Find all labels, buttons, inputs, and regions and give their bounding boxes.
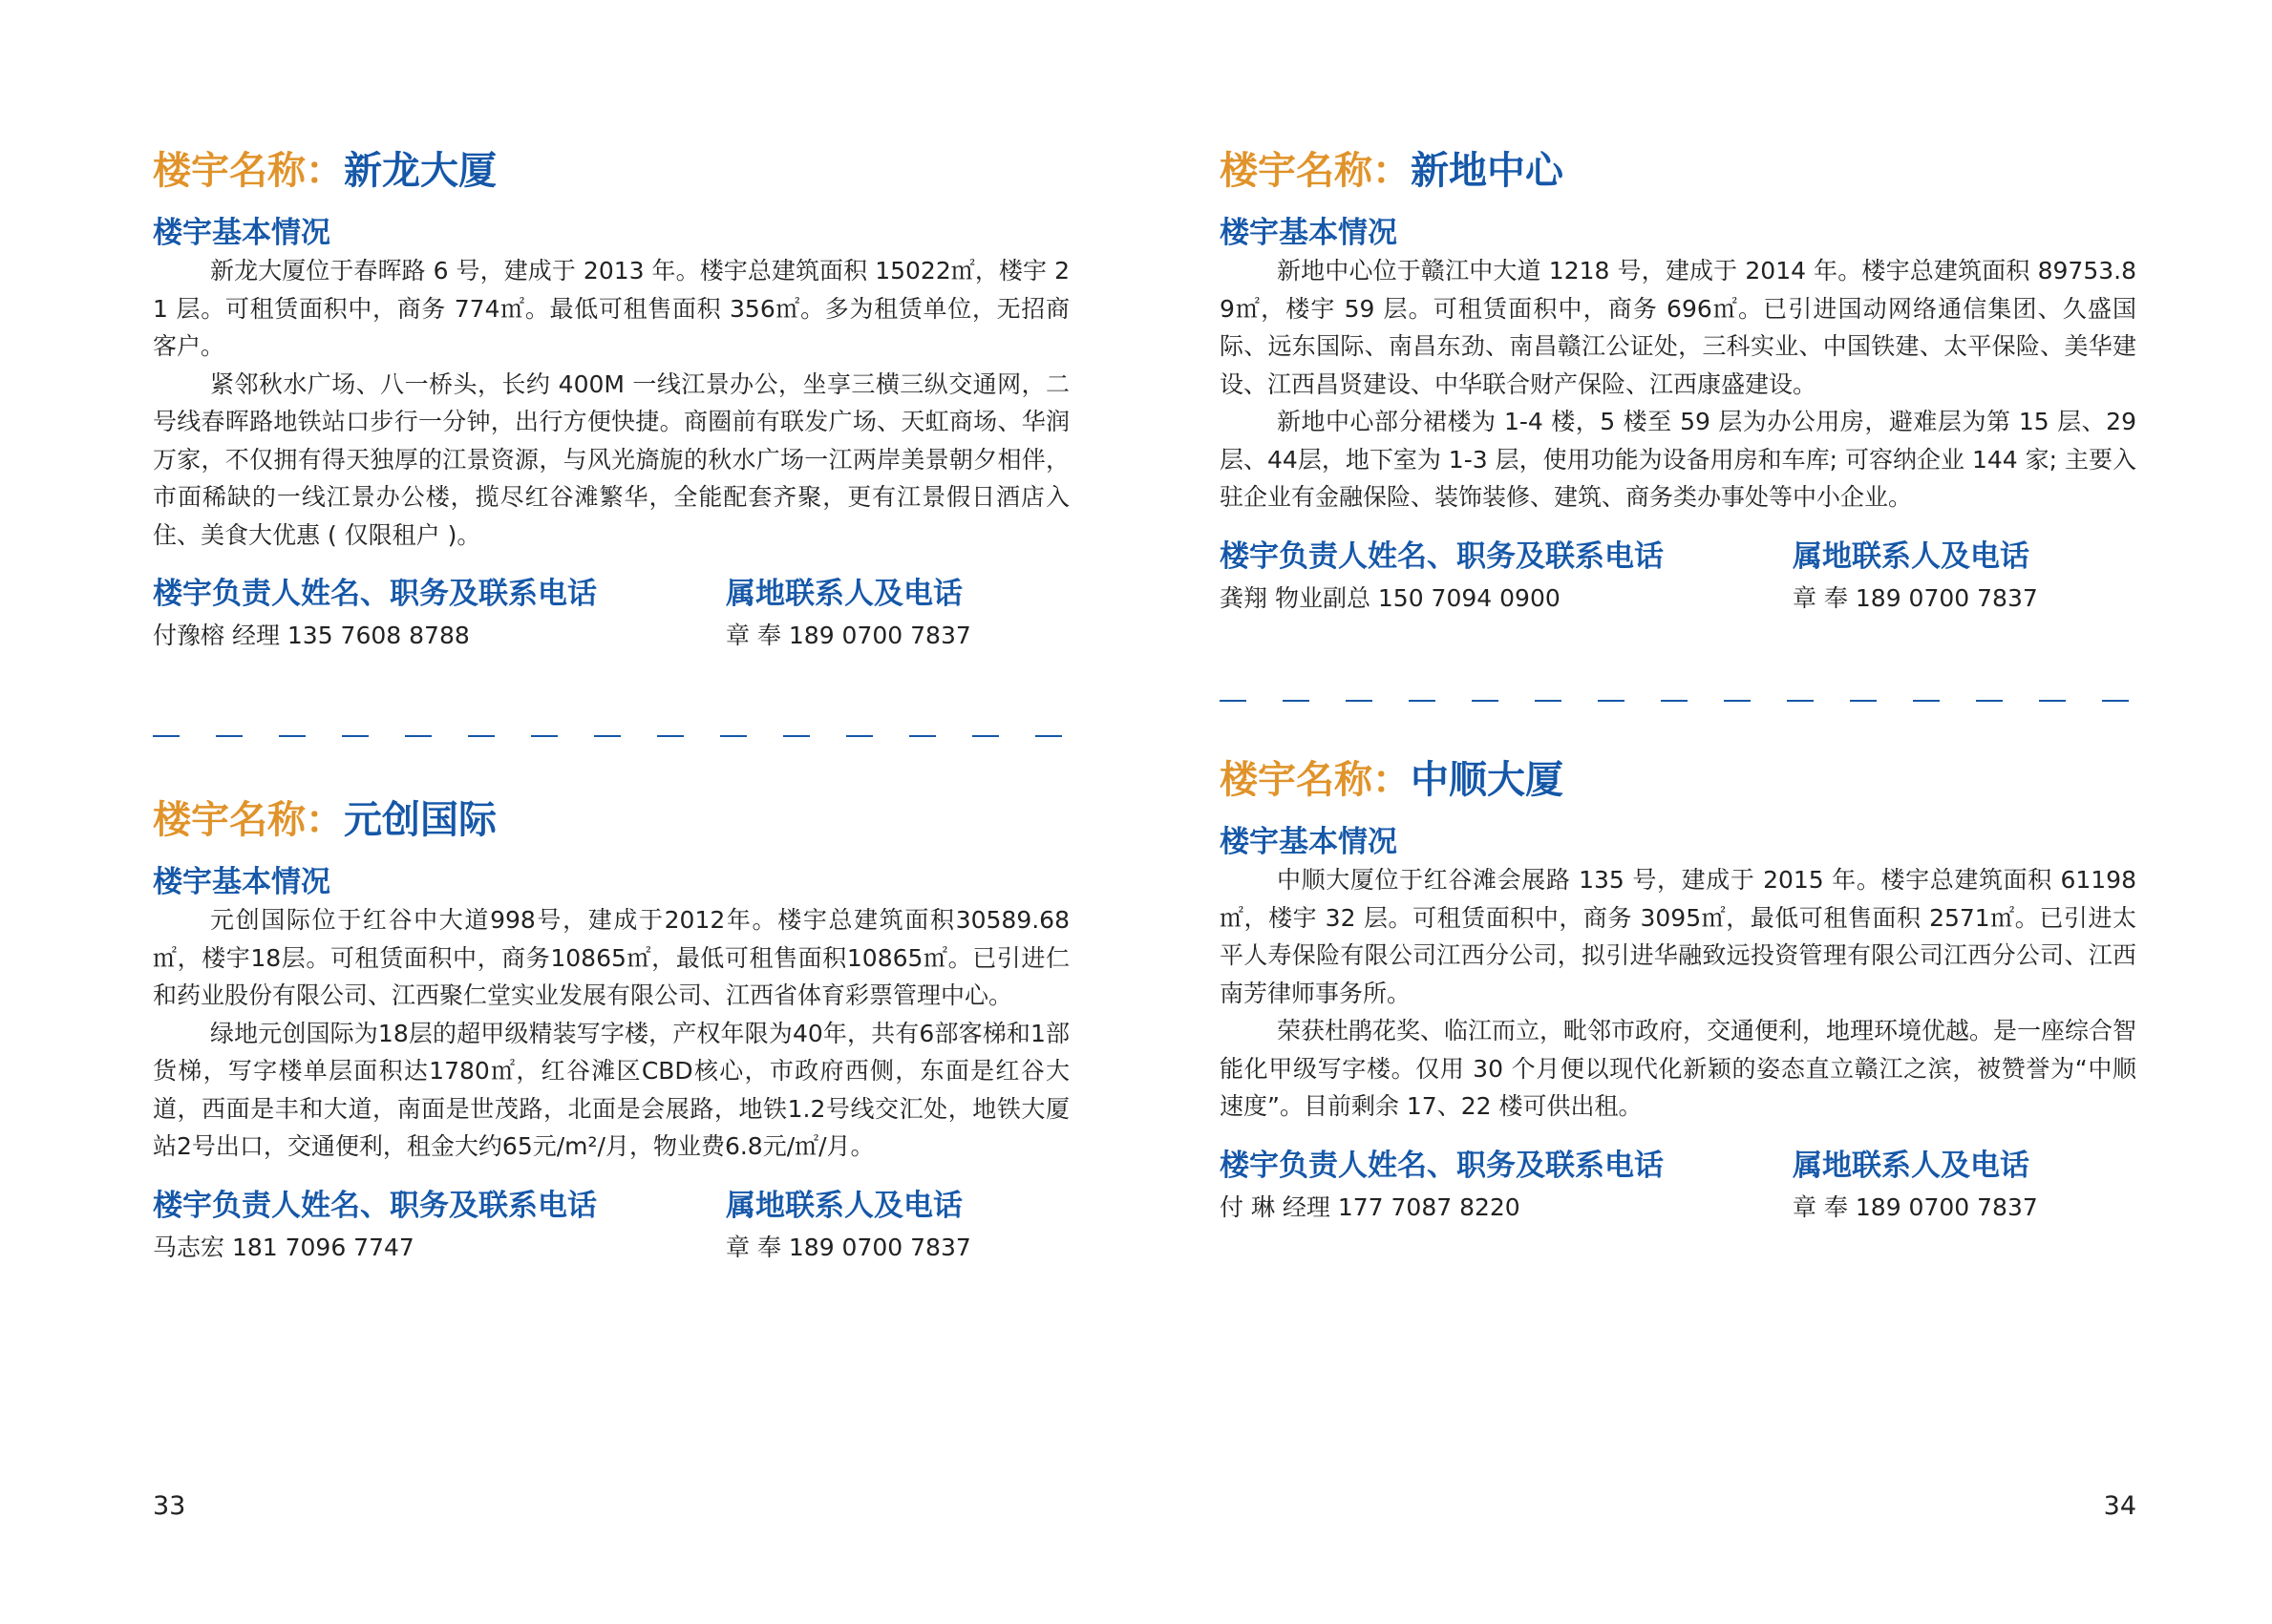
description-paragraph: 荣获杜鹃花奖、临江而立，毗邻市政府，交通便利，地理环境优越。是一座综合智能化甲级写字楼。仅用 30 个月便以现代化新颖的姿态直立赣江之滨，被赞誉为“中顺速度”。目前剩余 17、22 楼可供出租。	[1220, 1017, 2137, 1120]
description-paragraph: 紧邻秋水广场、八一桥头，长约 400M 一线江景办公，坐享三横三纵交通网，二号线春晖路地铁站口步行一分钟，出行方便快捷。商圈前有联发广场、天虹商场、华润万家，不仅拥有得天独厚的江景资源，与风光旖旎的秋水广场一江两岸美景朝夕相伴，市面稀缺的一线江景办公楼，揽尽红谷滩繁华，全能配套齐聚，更有江景假日酒店入住、美食大优惠 ( 仅限租户 )。	[153, 369, 1070, 549]
building-name-value: 新地中心	[1411, 149, 1563, 193]
building-name-label: 楼宇名称：	[1220, 758, 1411, 802]
building-name	[1220, 756, 2136, 804]
manager-contact	[1220, 1147, 1793, 1227]
building-name	[153, 147, 1070, 195]
section-divider	[1220, 700, 2136, 702]
contacts-row	[1220, 1147, 2136, 1227]
building-entry-zhongshun	[1220, 756, 2136, 1227]
local-contact-value: 章 奉 189 0700 7837	[1793, 1192, 2038, 1221]
local-contact	[726, 575, 1070, 655]
manager-value: 付豫榕 经理 135 7608 8788	[153, 622, 470, 649]
local-contact-value: 章 奉 189 0700 7837	[726, 622, 971, 649]
description-paragraph: 绿地元创国际为18层的超甲级精装写字楼，产权年限为40年，共有6部客梯和1部货梯，写字楼单层面积达1780㎡，红谷滩区CBD核心，市政府西侧，东面是红谷大道，西面是丰和大道，南面是世茂路，北面是会展路，地铁1.2号线交汇处，地铁大厦站2号出口，交通便利，租金大约65元/m²/月，物业费6.8元/㎡/月。	[153, 1019, 1071, 1160]
building-name-label: 楼宇名称：	[1220, 149, 1411, 193]
local-contact	[726, 1187, 1070, 1267]
local-contact	[1793, 538, 2136, 618]
description-paragraph: 新地中心位于赣江中大道 1218 号，建成于 2014 年。楼宇总建筑面积 89753.89㎡，楼宇 59 层。可租赁面积中，商务 696㎡。已引进国动网络通信集团、久盛国际、远东国际、南昌东劲、南昌赣江公证处，三科实业、中国铁建、太平保险、美华建设、江西昌贤建设、中华联合财产保险、江西康盛建设。	[1220, 257, 2136, 398]
manager-heading: 楼宇负责人姓名、职务及联系电话	[1220, 1148, 1664, 1183]
local-contact	[1793, 1147, 2136, 1227]
basic-info-heading: 楼宇基本情况	[1220, 825, 1397, 859]
building-name-value: 元创国际	[344, 798, 497, 842]
building-name	[1220, 147, 2136, 195]
manager-heading: 楼宇负责人姓名、职务及联系电话	[153, 1188, 597, 1223]
manager-heading: 楼宇负责人姓名、职务及联系电话	[153, 577, 597, 611]
manager-contact	[153, 575, 726, 655]
local-contact-heading: 属地联系人及电话	[1793, 538, 2029, 574]
description-paragraph: 新龙大厦位于春晖路 6 号，建成于 2013 年。楼宇总建筑面积 15022㎡，楼宇 21 层。可租赁面积中，商务 774㎡。最低可租售面积 356㎡。多为租赁单位，无招商客户。	[153, 257, 1070, 360]
description-paragraph: 元创国际位于红谷中大道998号，建成于2012年。楼宇总建筑面积30589.68㎡，楼宇18层。可租赁面积中，商务10865㎡，最低可租售面积10865㎡。已引进仁和药业股份有限公司、江西聚仁堂实业发展有限公司、江西省体育彩票管理中心。	[153, 906, 1070, 1009]
contacts-row	[153, 575, 1070, 655]
manager-contact	[153, 1187, 726, 1267]
section-divider	[153, 735, 1070, 737]
building-name-label: 楼宇名称：	[153, 798, 344, 842]
building-entry-xindi	[1220, 147, 2136, 618]
local-contact-value: 章 奉 189 0700 7837	[726, 1233, 971, 1261]
manager-contact	[1220, 538, 1793, 618]
contacts-row	[1220, 538, 2136, 618]
description-paragraph: 新地中心部分裙楼为 1-4 楼，5 楼至 59 层为办公用房，避难层为第 15 层、29层、44层，地下室为 1-3 层，使用功能为设备用房和车库; 可容纳企业 144 家; 主要入驻企业有金融保险、装饰装修、建筑、商务类办事处等中小企业。	[1220, 408, 2136, 511]
local-contact-heading: 属地联系人及电话	[726, 577, 963, 611]
building-entry-xinlong	[153, 147, 1070, 655]
manager-value: 龚翔 物业副总 150 7094 0900	[1220, 583, 1561, 612]
building-name	[153, 796, 1070, 844]
building-name-value: 中顺大厦	[1411, 758, 1563, 802]
manager-value: 马志宏 181 7096 7747	[153, 1233, 414, 1261]
building-name-value: 新龙大厦	[344, 149, 497, 193]
page-number-right: 34	[2103, 1491, 2136, 1521]
page-number-left: 33	[153, 1491, 186, 1521]
contacts-row	[153, 1187, 1070, 1267]
description-paragraph: 中顺大厦位于红谷滩会展路 135 号，建成于 2015 年。楼宇总建筑面积 61198㎡，楼宇 32 层。可租赁面积中，商务 3095㎡，最低可租售面积 2571㎡。已引进太平人寿保险有限公司江西分公司，拟引进华融致远投资管理有限公司江西分公司、江西南芳律师事务所。	[1220, 866, 2136, 1007]
building-name-label: 楼宇名称：	[153, 149, 344, 193]
basic-info-heading: 楼宇基本情况	[1220, 216, 1397, 250]
manager-heading: 楼宇负责人姓名、职务及联系电话	[1220, 538, 1664, 574]
local-contact-heading: 属地联系人及电话	[1793, 1148, 2029, 1183]
basic-info-heading: 楼宇基本情况	[153, 865, 330, 899]
local-contact-heading: 属地联系人及电话	[726, 1188, 963, 1223]
local-contact-value: 章 奉 189 0700 7837	[1793, 583, 2038, 612]
basic-info-heading: 楼宇基本情况	[153, 216, 330, 250]
building-entry-yuanchuang	[153, 796, 1070, 1267]
manager-value: 付 琳 经理 177 7087 8220	[1220, 1192, 1520, 1221]
